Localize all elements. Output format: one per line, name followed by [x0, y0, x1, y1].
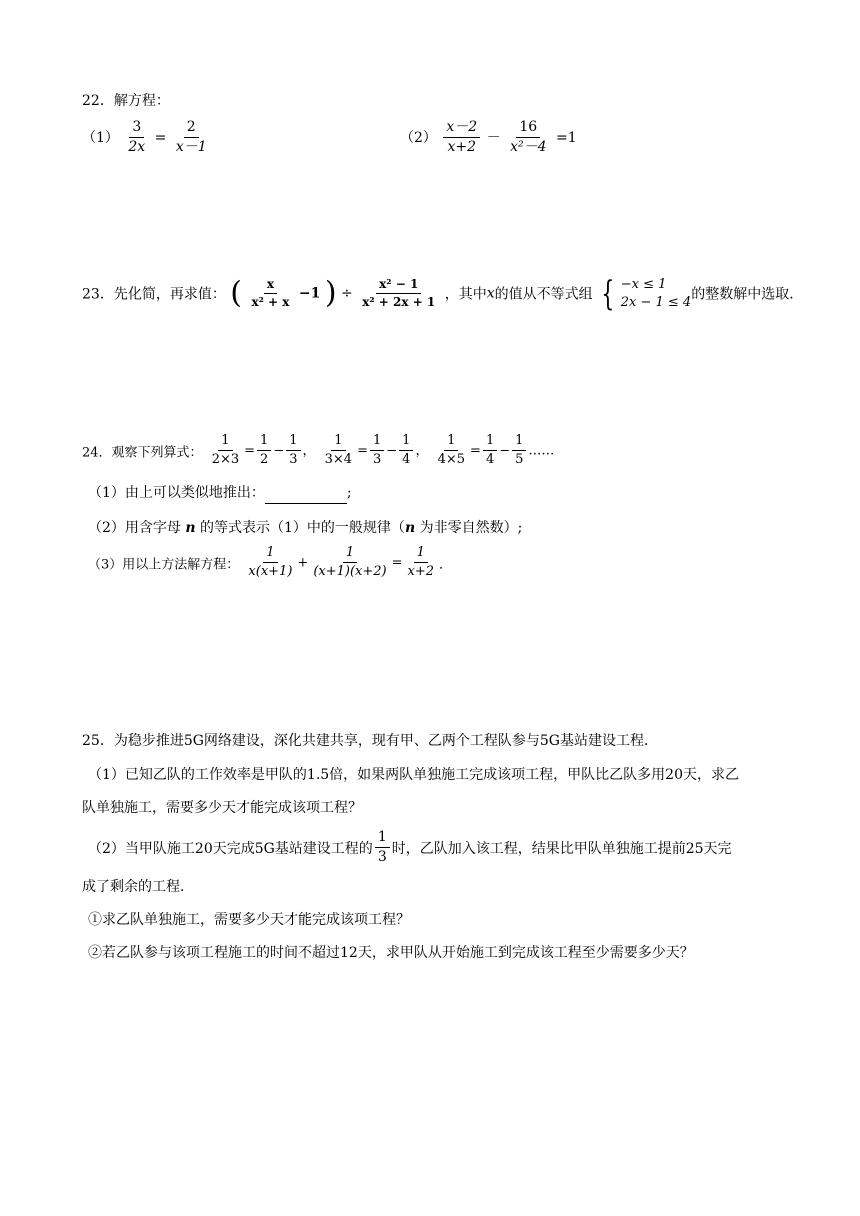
- q22-p1-lhs-fraction: [125, 120, 148, 156]
- q24-sub2-a: （2）用含字母: [88, 520, 181, 536]
- fraction-denominator: x² + x: [251, 295, 290, 310]
- q25-part1-line2: 队单独施工，需要多少天才能完成该项工程？: [82, 800, 362, 816]
- q25-part1-line1: （1）已知乙队的工作效率是甲队的1.5倍，如果两队单独施工完成该项工程，甲队比乙队多用20天，求乙: [88, 767, 739, 783]
- fraction-denominator: 2x: [128, 139, 146, 156]
- answer-blank[interactable]: [265, 489, 347, 504]
- q24-sub1-tail: ;: [346, 485, 352, 501]
- q24-sub2: [88, 517, 522, 539]
- q25-part2-a: （2）当甲队施工20天完成5G基站建设工程的: [88, 840, 373, 857]
- q23-fraction-2: [359, 278, 438, 309]
- fraction-numerator: x－2: [443, 120, 480, 138]
- fraction-denominator: x² + 2x + 1: [362, 295, 436, 310]
- fraction-numerator: 3: [129, 120, 144, 138]
- q23-mid-text: ，其中: [444, 286, 487, 303]
- q22-part2: [400, 120, 577, 156]
- inequality-2: 2x − 1 ≤ 4: [620, 294, 692, 310]
- q22-p2-second-fraction: [507, 120, 549, 156]
- fraction-denominator: 3: [377, 849, 387, 866]
- q24-e1-a: [257, 434, 271, 468]
- fraction-denominator: x(x+1): [248, 564, 293, 580]
- q24-e2-a: [370, 434, 384, 468]
- fraction-numerator: 16: [516, 120, 540, 138]
- q22-part2-label: （2）: [400, 129, 437, 146]
- fraction-numerator: 1: [375, 830, 390, 848]
- q24-sub2-c: 为非零自然数）;: [419, 520, 523, 536]
- q24-s3-fraction-3: [405, 546, 438, 580]
- fraction-numerator: 1: [331, 434, 345, 451]
- q24-lead: 24．观察下列算式：: [82, 445, 203, 461]
- q22-title: 22．解方程：: [82, 93, 170, 109]
- inequality-system: [621, 276, 691, 311]
- q24-s3-fraction-1: [245, 546, 295, 580]
- fraction-denominator: 4: [485, 452, 495, 468]
- q22-part1: [82, 120, 212, 156]
- minus-one: −1: [298, 285, 321, 302]
- fraction-numerator: 1: [343, 546, 357, 563]
- fraction-numerator: x: [264, 278, 277, 294]
- q24-sub1-text: （1）由上可以类似地推出：: [88, 485, 265, 501]
- fraction-denominator: (x+1)(x+2): [313, 564, 387, 580]
- fraction-denominator: x+2: [447, 139, 477, 156]
- fraction-denominator: x²－4: [510, 139, 547, 156]
- fraction-denominator: 3: [289, 452, 298, 468]
- q23-variable: x: [486, 285, 495, 302]
- fraction-denominator: x－1: [175, 139, 207, 156]
- q25-part2-line1: [88, 830, 732, 866]
- inequality-1: −x ≤ 1: [620, 277, 667, 292]
- fraction-numerator: 1: [370, 434, 384, 451]
- ellipsis: ……: [528, 443, 555, 459]
- q22-p2-first-fraction: [443, 120, 480, 156]
- fraction-denominator: 4: [402, 452, 411, 468]
- fraction-numerator: 1: [512, 434, 526, 451]
- fraction-denominator: 4×5: [437, 452, 466, 468]
- right-paren: ): [324, 275, 337, 311]
- divide-sign: ÷: [341, 285, 353, 302]
- fraction-numerator: 1: [286, 434, 300, 451]
- fraction-numerator: 1: [483, 434, 497, 451]
- q24-sub2-b: 的等式表示（1）中的一般规律（: [200, 520, 405, 536]
- q23-lead: 23．先化简，再求值：: [82, 286, 226, 303]
- fraction-denominator: 3: [372, 452, 382, 468]
- q24-sub1: [88, 482, 352, 504]
- fraction-denominator: x+2: [407, 564, 434, 580]
- q24-e2-fraction: [322, 434, 355, 468]
- fraction-numerator: 1: [399, 434, 413, 451]
- fraction-numerator: 1: [257, 434, 271, 451]
- q23: [82, 273, 804, 314]
- fraction-numerator: x² − 1: [376, 278, 421, 294]
- fraction-numerator: 1: [444, 434, 458, 451]
- q24-e3-a: [483, 434, 497, 468]
- fraction-numerator: 1: [218, 434, 232, 451]
- q24-s3-fraction-2: [310, 546, 389, 580]
- q25-part2-b: 时，乙队加入该工程，结果比甲队单独施工提前25天完: [391, 840, 732, 857]
- system-brace: {: [601, 273, 615, 314]
- left-paren: (: [230, 275, 242, 311]
- q24-sub3-text: （3）用以上方法解方程：: [88, 557, 240, 573]
- fraction-numerator: 1: [263, 546, 277, 563]
- q24-e3-b: [512, 434, 526, 468]
- period: ．: [439, 557, 453, 573]
- q23-mid-text-2: 的值从不等式组: [494, 286, 593, 303]
- q24-e3-fraction: [435, 434, 468, 468]
- q25-part2-line2: 成了剩余的工程．: [82, 879, 194, 895]
- fraction-denominator: 5: [515, 452, 524, 468]
- q24-sub3: （3）用以上方法解方程： $\frac{1}{x(x+1)}$ + $\frac{1}{(x+1)(x+2)}$ = $\frac{1}{x+2}$ ．: [88, 545, 453, 580]
- q25-fraction: [375, 830, 390, 866]
- letter-n-2: n: [404, 520, 416, 536]
- equation-result: =1: [555, 129, 577, 146]
- fraction-denominator: 2: [260, 452, 269, 468]
- q25-lead: 25．为稳步推进5G网络建设，深化共建共享，现有甲、乙两个工程队参与5G基站建设工程．: [82, 733, 658, 749]
- q24-lead-line: 24．观察下列算式： $\frac{1}{2\times 3}$ = $\frac{1}{2}$ − $\frac{1}{3}$ ， $\frac{1}{3\times 4}$ = $\frac{1}{3}$ − $\frac{1}{4}$ ， $\frac{1}{4\times 5}$ = $\frac{1}{4}$ − $\frac{1}{5}$ ……: [82, 433, 555, 468]
- minus-sign: －: [486, 129, 501, 146]
- letter-n: n: [185, 520, 196, 536]
- equals-sign: =: [154, 129, 167, 146]
- q24-e1-b: [286, 434, 300, 468]
- fraction-denominator: 3×4: [324, 452, 353, 468]
- q24-e1-fraction: [209, 434, 242, 468]
- fraction-numerator: 1: [414, 546, 428, 563]
- fraction-denominator: 2×3: [211, 452, 240, 468]
- q22-p1-rhs-fraction: [173, 120, 210, 156]
- q24-e2-b: [399, 434, 413, 468]
- q22-part1-label: （1）: [82, 129, 119, 146]
- q23-fraction-1: [248, 278, 292, 309]
- fraction-numerator: 2: [184, 120, 199, 138]
- q23-tail: 的整数解中选取．: [691, 286, 804, 303]
- q25-item-2: ②若乙队参与该项工程施工的时间不超过12天，求甲队从开始施工到完成该工程至少需要多少天？: [88, 945, 694, 961]
- q25-item-1: ①求乙队单独施工，需要多少天才能完成该项工程？: [88, 912, 410, 928]
